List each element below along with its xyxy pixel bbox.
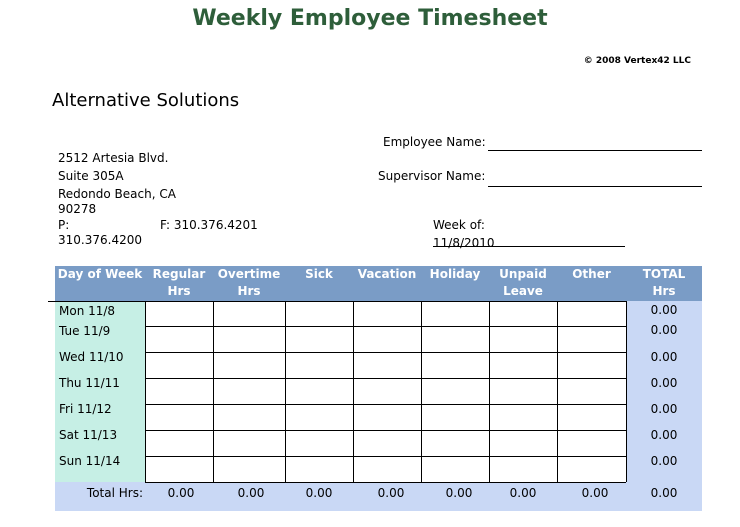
row-total-fri: 0.00 — [650, 402, 678, 416]
hours-input-cell[interactable] — [558, 353, 626, 378]
hours-input-cell[interactable] — [214, 405, 285, 430]
hours-input-cell[interactable] — [354, 405, 421, 430]
day-label-mon: Mon 11/8 — [59, 304, 116, 318]
total-holiday: 0.00 — [445, 486, 473, 500]
hours-input-cell[interactable] — [146, 431, 213, 456]
week-of-field[interactable] — [433, 232, 625, 250]
hours-input-cell[interactable] — [146, 353, 213, 378]
hours-input-cell[interactable] — [558, 405, 626, 430]
hours-input-cell[interactable] — [286, 457, 353, 482]
hours-input-cell[interactable] — [354, 457, 421, 482]
hours-input-cell[interactable] — [354, 327, 421, 352]
header-total-hrs: TOTAL Hrs — [642, 267, 686, 298]
row-total-wed: 0.00 — [650, 350, 678, 364]
hours-input-cell[interactable] — [146, 327, 213, 352]
day-label-tue: Tue 11/9 — [59, 324, 111, 338]
header-other: Other — [572, 267, 611, 281]
hours-input-cell[interactable] — [490, 327, 557, 352]
hours-input-cell[interactable] — [146, 405, 213, 430]
hours-input-cell[interactable] — [422, 353, 489, 378]
hours-input-cell[interactable] — [214, 379, 285, 404]
row-total-tue: 0.00 — [650, 323, 678, 337]
page-title: Weekly Employee Timesheet — [192, 6, 548, 31]
hours-input-cell[interactable] — [490, 379, 557, 404]
row-total-thu: 0.00 — [650, 376, 678, 390]
hours-input-cell[interactable] — [490, 405, 557, 430]
total-other: 0.00 — [581, 486, 609, 500]
total-overtime: 0.00 — [237, 486, 265, 500]
total-sick: 0.00 — [305, 486, 333, 500]
hours-input-cell[interactable] — [214, 353, 285, 378]
header-regular-hrs: Regular Hrs — [152, 267, 206, 298]
fax-number: F: 310.376.4201 — [160, 218, 258, 232]
hours-input-cell[interactable] — [558, 431, 626, 456]
total-regular: 0.00 — [167, 486, 195, 500]
hours-input-cell[interactable] — [354, 302, 421, 326]
hours-input-cell[interactable] — [214, 327, 285, 352]
hours-input-cell[interactable] — [286, 379, 353, 404]
header-unpaid-leave: Unpaid Leave — [499, 267, 547, 298]
hours-input-cell[interactable] — [286, 353, 353, 378]
hours-input-cell[interactable] — [286, 302, 353, 326]
week-of-value: 11/8/2010 — [433, 236, 495, 250]
hours-input-cell[interactable] — [214, 302, 285, 326]
copyright-notice: © 2008 Vertex42 LLC — [583, 56, 691, 66]
day-label-sun: Sun 11/14 — [59, 454, 121, 468]
supervisor-name-field[interactable] — [488, 172, 702, 187]
hours-input-cell[interactable] — [490, 353, 557, 378]
employee-name-label: Employee Name: — [383, 135, 486, 149]
row-total-sat: 0.00 — [650, 428, 678, 442]
hours-input-cell[interactable] — [422, 327, 489, 352]
hours-input-cell[interactable] — [558, 327, 626, 352]
address-line-4: 90278 — [58, 202, 97, 216]
address-line-1: 2512 Artesia Blvd. — [58, 151, 169, 165]
address-line-3: Redondo Beach, CA — [58, 187, 176, 201]
row-total-sun: 0.00 — [650, 454, 678, 468]
day-label-sat: Sat 11/13 — [59, 428, 118, 442]
employee-name-field[interactable] — [488, 136, 702, 151]
hours-input-cell[interactable] — [354, 353, 421, 378]
hours-input-cell[interactable] — [490, 302, 557, 326]
hours-input-cell[interactable] — [146, 302, 213, 326]
total-hrs-label: Total Hrs: — [86, 486, 143, 500]
hours-input-cell[interactable] — [422, 405, 489, 430]
hours-input-cell[interactable] — [490, 431, 557, 456]
week-of-label: Week of: — [433, 218, 485, 232]
phone-number: 310.376.4200 — [58, 233, 142, 247]
hours-input-cell[interactable] — [422, 431, 489, 456]
day-label-fri: Fri 11/12 — [59, 402, 112, 416]
row-total-mon: 0.00 — [650, 303, 678, 317]
hours-input-cell[interactable] — [558, 379, 626, 404]
header-day-of-week: Day of Week — [57, 267, 143, 281]
supervisor-name-label: Supervisor Name: — [378, 169, 486, 183]
phone-label: P: — [58, 218, 70, 232]
hours-input-cell[interactable] — [422, 379, 489, 404]
hours-input-cell[interactable] — [422, 457, 489, 482]
hours-input-cell[interactable] — [558, 457, 626, 482]
day-label-wed: Wed 11/10 — [59, 350, 124, 364]
hours-input-cell[interactable] — [286, 327, 353, 352]
header-overtime-hrs: Overtime Hrs — [217, 267, 281, 298]
hours-input-cell[interactable] — [422, 302, 489, 326]
total-grand: 0.00 — [650, 486, 678, 500]
day-label-thu: Thu 11/11 — [59, 376, 120, 390]
hours-input-cell[interactable] — [558, 302, 626, 326]
hours-input-cell[interactable] — [214, 457, 285, 482]
hours-input-cell[interactable] — [146, 457, 213, 482]
hours-input-cell[interactable] — [354, 431, 421, 456]
hours-input-cell[interactable] — [214, 431, 285, 456]
hours-input-cell[interactable] — [354, 379, 421, 404]
address-line-2: Suite 305A — [58, 169, 124, 183]
hours-input-cell[interactable] — [286, 431, 353, 456]
hours-input-cell[interactable] — [490, 457, 557, 482]
total-vacation: 0.00 — [377, 486, 405, 500]
header-vacation: Vacation — [357, 267, 417, 281]
total-unpaid-leave: 0.00 — [509, 486, 537, 500]
header-holiday: Holiday — [429, 267, 481, 281]
grid-line — [145, 482, 626, 483]
company-name: Alternative Solutions — [52, 90, 240, 111]
hours-input-cell[interactable] — [286, 405, 353, 430]
hours-input-cell[interactable] — [146, 379, 213, 404]
header-sick: Sick — [305, 267, 333, 281]
